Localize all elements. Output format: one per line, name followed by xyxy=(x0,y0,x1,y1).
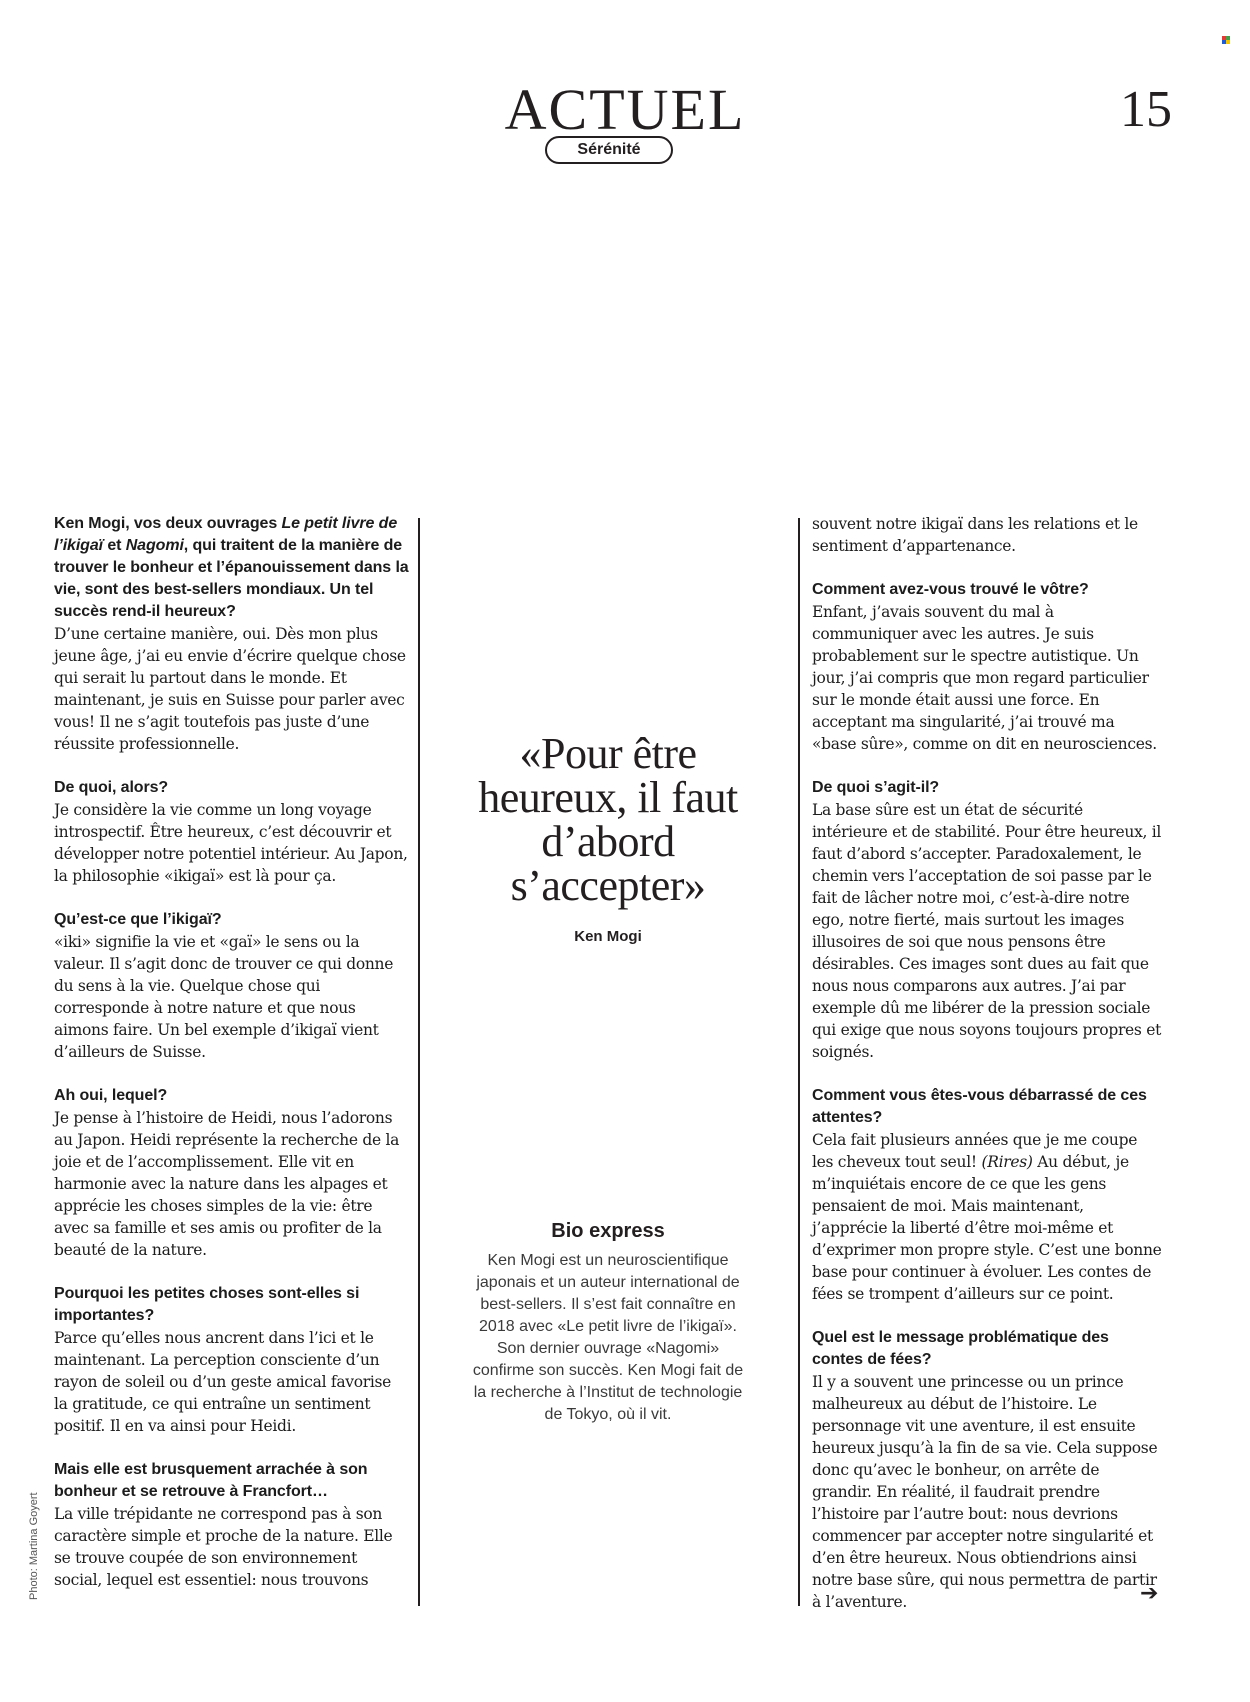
column-rule-left xyxy=(418,518,420,1606)
text-run: Comment vous êtes-vous débarrassé de ces attentes? xyxy=(812,1087,1147,1126)
text-run: Parce qu’elles nous ancrent dans l’ici et le maintenant. La perception consciente d’un rayon de soleil ou d’un geste amical favorise la gratitude, ce qui entraîne un sentiment positif. Il en va ainsi pour Heidi. xyxy=(54,1329,392,1435)
interview-answer xyxy=(812,1371,1162,1613)
text-run: Je considère la vie comme un long voyage introspectif. Être heureux, c’est découvrir et développer notre potentiel intérieur. Au Japon, la philosophie «ikigaï» est là pour ça. xyxy=(54,801,408,885)
text-run: Ken Mogi, vos deux ouvrages xyxy=(54,515,282,532)
interview-answer xyxy=(54,623,409,755)
text-run: De quoi s’agit-il? xyxy=(812,779,940,796)
section-title: ACTUEL xyxy=(504,77,746,142)
emphasized-text: (Rires) xyxy=(981,1153,1033,1171)
interview-answer xyxy=(54,1107,409,1261)
page-number: 15 xyxy=(1120,81,1172,138)
interview-question xyxy=(54,513,409,623)
text-run: Enfant, j’avais souvent du mal à communiquer avec les autres. Je suis probablement sur le spectre autistique. Un jour, j’ai compris que mon regard particulier sur le monde était aussi une force. En acceptant ma singularité, j’ai trouvé ma «base sûre», comme on dit en neurosciences. xyxy=(812,603,1157,753)
text-run: De quoi, alors? xyxy=(54,779,169,796)
emphasized-text: Le petit livre de l’ikigaï xyxy=(54,515,398,554)
pull-quote: «Pour être heureux, il faut d’abord s’accepter» xyxy=(478,729,738,910)
text-run: Qu’est-ce que l’ikigaï? xyxy=(54,911,222,928)
interview-question xyxy=(812,579,1162,601)
section-badge: Sérénité xyxy=(545,136,673,164)
text-run: Mais elle est brusquement arrachée à son bonheur et se retrouve à Francfort… xyxy=(54,1461,368,1500)
left-text-column xyxy=(54,513,409,1591)
next-page-arrow-icon: ➔ xyxy=(1140,1581,1159,1606)
interview-question xyxy=(54,777,409,799)
bio-title: Bio express xyxy=(551,1220,665,1242)
emphasized-text: Nagomi xyxy=(125,537,184,554)
interview-answer xyxy=(812,1129,1162,1305)
text-run: Ah oui, lequel? xyxy=(54,1087,168,1104)
interview-question xyxy=(812,1085,1162,1129)
text-run: Comment avez-vous trouvé le vôtre? xyxy=(812,581,1089,598)
pull-quote-author: Ken Mogi xyxy=(574,928,642,945)
print-mark-yellow xyxy=(1226,40,1230,44)
bio-text: Ken Mogi est un neuroscientifique japonais et un auteur international de best-sellers. Il s’est fait connaître en 2018 avec «Le petit livre de l’ikigaï». Son dernier ouvrage «Nagomi» confirme son succès. Ken Mogi fait de la recherche à l’Institut de technologie de Tokyo, où il vit. xyxy=(472,1252,744,1423)
right-text-column xyxy=(812,513,1162,1613)
text-run: Pourquoi les petites choses sont-elles si importantes? xyxy=(54,1285,360,1324)
photo-credit: Photo: Martina Goyert xyxy=(28,1492,40,1600)
interview-question xyxy=(54,909,409,931)
text-run: D’une certaine manière, oui. Dès mon plus jeune âge, j’ai eu envie d’écrire quelque chose qui serait lu partout dans le monde. Et maintenant, je suis en Suisse pour parler avec vous! Il ne s’agit toutefois pas juste d’une réussite professionnelle. xyxy=(54,625,406,753)
column-rule-right xyxy=(798,518,800,1606)
text-run: «iki» signifie la vie et «gaï» le sens ou la valeur. Il s’agit donc de trouver ce qui donne du sens à la vie. Quelque chose qui corresponde à notre nature et que nous aimons faire. Un bel exemple d’ikigaï vient d’ailleurs de Suisse. xyxy=(54,933,394,1061)
interview-answer xyxy=(812,513,1162,557)
interview-question xyxy=(54,1085,409,1107)
interview-answer xyxy=(54,931,409,1063)
text-run: La base sûre est un état de sécurité intérieure et de stabilité. Pour être heureux, il faut d’abord s’accepter. Paradoxalement, le chemin vers l’acceptation de soi passe par le fait de lâcher notre moi, c’est-à-dire notre ego, notre fierté, mais surtout les images illusoires de soi que nous pensons être désirables. Ces images sont dues au fait que nous nous comparons aux autres. J’ai par exemple dû me libérer de la pression sociale qui exige que nous soyons toujours propres et soignés. xyxy=(812,801,1162,1061)
interview-question xyxy=(812,777,1162,799)
interview-question xyxy=(54,1283,409,1327)
interview-question xyxy=(54,1459,409,1503)
text-run: Cela fait plusieurs années que je me coupe les cheveux tout seul! xyxy=(812,1131,1138,1171)
text-run: Au début, je m’inquiétais encore de ce que les gens pensaient de moi. Mais maintenant, j’apprécie la liberté d’être moi-même et d’exprimer mon propre style. C’est une bonne base pour continuer à évoluer. Les contes de fées se trompent d’ailleurs sur ce point. xyxy=(812,1153,1162,1303)
text-run: Je pense à l’histoire de Heidi, nous l’adorons au Japon. Heidi représente la recherche de la joie et de l’accomplissement. Elle vit en harmonie avec la nature dans les alpages et apprécie les choses simples de la vie: être avec sa famille et ses amis ou profiter de la beauté de la nature. xyxy=(54,1109,400,1259)
print-color-mark xyxy=(1222,36,1230,44)
text-run: souvent notre ikigaï dans les relations et le sentiment d’appartenance. xyxy=(812,515,1138,555)
interview-answer xyxy=(812,601,1162,755)
text-run: et xyxy=(103,537,126,554)
text-run: La ville trépidante ne correspond pas à son caractère simple et proche de la nature. Elle se trouve coupée de son environnement social, lequel est essentiel: nous trouvons xyxy=(54,1505,393,1589)
interview-answer xyxy=(54,1327,409,1437)
interview-question xyxy=(812,1327,1162,1371)
interview-answer xyxy=(54,799,409,887)
interview-answer xyxy=(812,799,1162,1063)
text-run: , qui traitent de la manière de trouver le bonheur et l’épanouissement dans la vie, sont des best-sellers mondiaux. Un tel succès rend-il heureux? xyxy=(54,537,409,620)
text-run: Quel est le message problématique des contes de fées? xyxy=(812,1329,1109,1368)
text-run: Il y a souvent une princesse ou un prince malheureux au début de l’histoire. Le personnage vit une aventure, il est ensuite heureux jusqu’à la fin de sa vie. Cela suppose donc qu’avec le bonheur, on arrête de grandir. En réalité, il faudrait prendre l’histoire par l’autre bout: nous devrions commencer par accepter notre singularité et d’en être heureux. Nous obtiendrions ainsi notre base sûre, qui nous permettra de partir à l’aventure. xyxy=(812,1373,1158,1611)
interview-answer xyxy=(54,1503,409,1591)
